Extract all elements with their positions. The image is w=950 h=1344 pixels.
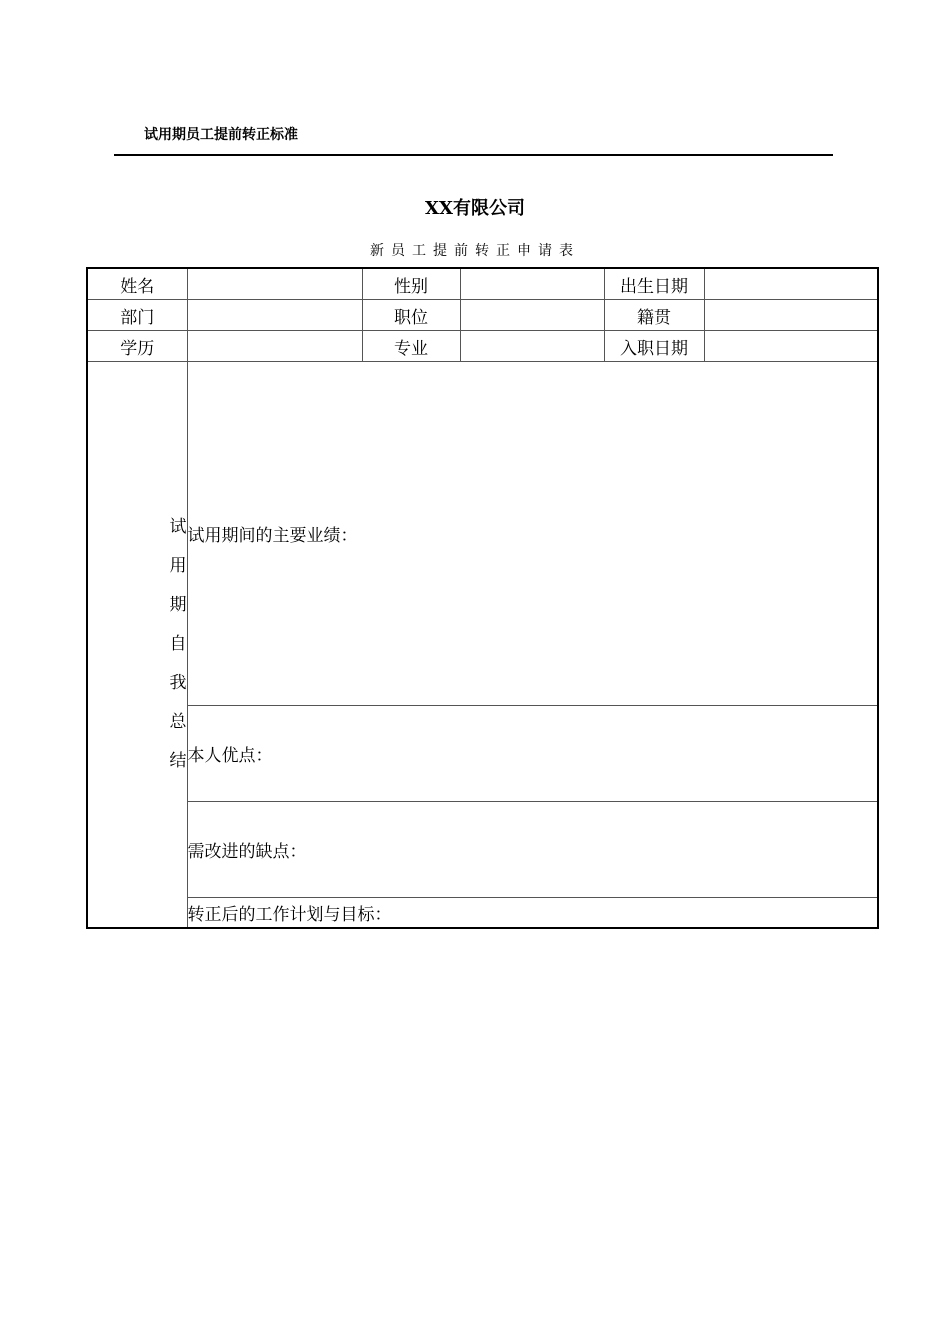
summary-row-plan bbox=[87, 898, 878, 929]
document-header-title: 试用期员工提前转正标准 bbox=[144, 127, 298, 143]
name-label: 姓名 bbox=[87, 268, 187, 300]
native-place-label: 籍贯 bbox=[604, 300, 704, 331]
birthdate-label: 出生日期 bbox=[604, 268, 704, 300]
self-summary-char: 我 bbox=[169, 673, 187, 693]
gender-label: 性别 bbox=[362, 268, 460, 300]
self-summary-label bbox=[87, 362, 187, 929]
info-row-3 bbox=[87, 331, 878, 362]
major-field[interactable] bbox=[460, 331, 604, 362]
self-summary-char: 自 bbox=[169, 634, 187, 654]
self-summary-char: 总 bbox=[169, 712, 187, 732]
name-field[interactable] bbox=[187, 268, 362, 300]
application-form-table bbox=[86, 267, 879, 929]
work-plan-label: 转正后的工作计划与目标： bbox=[187, 905, 392, 925]
info-row-1 bbox=[87, 268, 878, 300]
birthdate-field[interactable] bbox=[704, 268, 878, 300]
self-summary-char: 结 bbox=[169, 751, 187, 771]
header-divider bbox=[114, 154, 833, 156]
summary-row-achievements bbox=[87, 362, 878, 706]
position-label: 职位 bbox=[362, 300, 460, 331]
self-summary-char: 期 bbox=[169, 595, 187, 615]
department-field[interactable] bbox=[187, 300, 362, 331]
achievements-section[interactable] bbox=[187, 362, 878, 706]
form-title: 新员工提前转正申请表 bbox=[370, 243, 580, 259]
summary-row-strengths bbox=[87, 706, 878, 802]
summary-row-weaknesses bbox=[87, 802, 878, 898]
hire-date-label: 入职日期 bbox=[604, 331, 704, 362]
weaknesses-section[interactable] bbox=[187, 802, 878, 898]
gender-field[interactable] bbox=[460, 268, 604, 300]
self-summary-char: 试 bbox=[169, 517, 187, 537]
info-row-2 bbox=[87, 300, 878, 331]
education-label: 学历 bbox=[87, 331, 187, 362]
self-summary-char: 用 bbox=[169, 556, 187, 576]
education-field[interactable] bbox=[187, 331, 362, 362]
work-plan-section[interactable] bbox=[187, 898, 878, 929]
strengths-section[interactable] bbox=[187, 706, 878, 802]
major-label: 专业 bbox=[362, 331, 460, 362]
position-field[interactable] bbox=[460, 300, 604, 331]
weaknesses-label: 需改进的缺点： bbox=[187, 842, 307, 862]
native-place-field[interactable] bbox=[704, 300, 878, 331]
strengths-label: 本人优点： bbox=[187, 746, 273, 766]
hire-date-field[interactable] bbox=[704, 331, 878, 362]
achievements-label: 试用期间的主要业绩： bbox=[187, 526, 358, 546]
department-label: 部门 bbox=[87, 300, 187, 331]
company-name: XX有限公司 bbox=[425, 198, 525, 219]
